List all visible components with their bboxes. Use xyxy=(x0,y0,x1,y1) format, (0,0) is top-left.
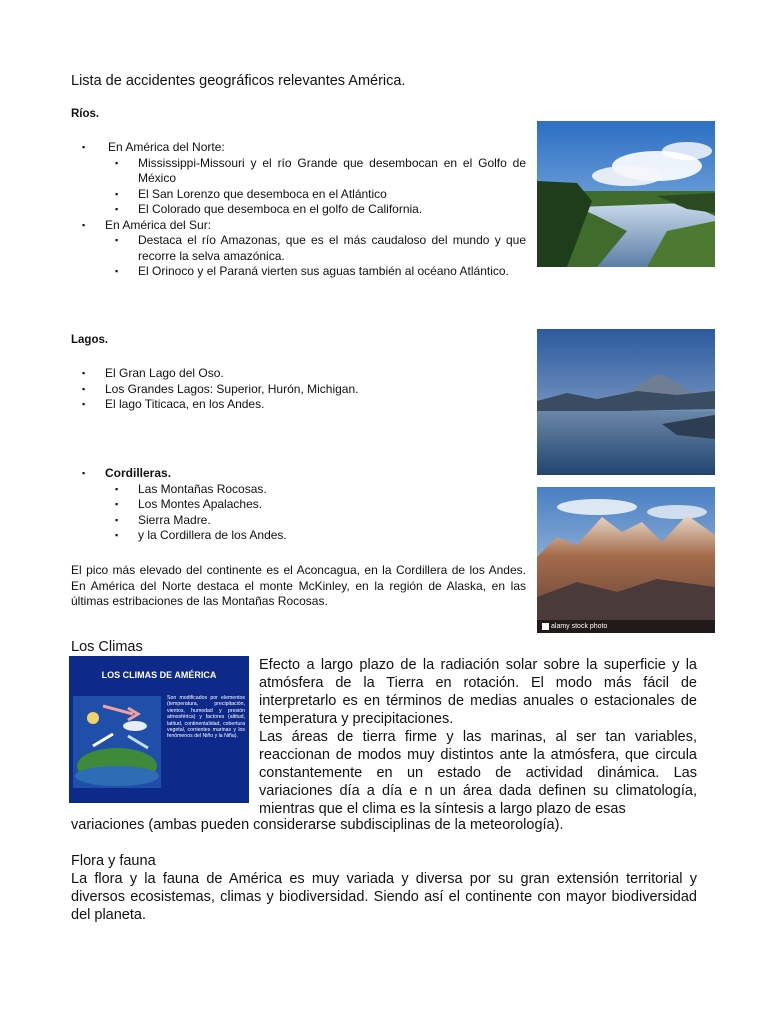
list-item: ▪ El Orinoco y el Paraná vierten sus aguas también al océano Atlántico. xyxy=(71,264,526,280)
cordilleras-paragraph: El pico más elevado del continente es el Aconcagua, en la Cordillera de los Andes. En América del Norte destaca el monte McKinley, en la región de Alaska, en las últimas estribaciones de las Montañas Rocosas. xyxy=(71,563,526,608)
climates-image xyxy=(69,656,249,803)
document-title: Lista de accidentes geográficos relevantes América. xyxy=(71,73,406,89)
climas-paragraph-1: Efecto a largo plazo de la radiación solar sobre la superficie y la atmósfera de la Tierra en rotación. El modo más fácil de interpretarlo es en términos de medias anuales o estacionales de temperatura y precipitaciones. xyxy=(259,657,697,727)
watermark-text: alamy stock photo xyxy=(551,623,608,630)
cordilleras-list xyxy=(71,466,526,544)
river-photo xyxy=(537,121,715,267)
list-item: ▪ El lago Titicaca, en los Andes. xyxy=(71,397,526,413)
climas-heading: Los Climas xyxy=(71,639,143,655)
watermark xyxy=(537,620,715,633)
flora-paragraph: La flora y la fauna de América es muy variada y diversa por su gran extensión territorial y diversos ecosistemas, climas y biodiversidad. Siendo así el continente con mayor biodiversidad del planeta. xyxy=(71,871,697,923)
flora-heading: Flora y fauna xyxy=(71,853,156,869)
list-item: ▪ El San Lorenzo que desemboca en el Atlántico xyxy=(71,187,526,203)
list-item: ▪ Mississippi-Missouri y el río Grande que desembocan en el Golfo de México xyxy=(71,156,526,187)
climates-image-text: Son modificados por elementos (temperatura, precipitación, vientos, humedad y presión atmosférica) y factores (altitud, latitud, continentalidad, cobertura vegetal, corrientes marinas y los fenómenos del Niño y la Niña). xyxy=(167,695,245,740)
cordilleras-heading: ▪ Cordilleras. xyxy=(71,466,526,482)
alamy-logo-icon xyxy=(542,623,549,630)
climate-diagram-icon xyxy=(73,696,161,788)
list-item: ▪ Sierra Madre. xyxy=(71,513,526,529)
lagos-list xyxy=(71,366,526,413)
list-item: ▪ Los Montes Apalaches. xyxy=(71,497,526,513)
mountain-photo xyxy=(537,487,715,633)
list-item: ▪ Las Montañas Rocosas. xyxy=(71,482,526,498)
climates-image-title: LOS CLIMAS DE AMÉRICA xyxy=(101,670,217,680)
lake-photo xyxy=(537,329,715,475)
rios-sur-label: ▪ En América del Sur: xyxy=(71,218,526,234)
list-item: ▪ Los Grandes Lagos: Superior, Hurón, Michigan. xyxy=(71,382,526,398)
list-item: ▪ y la Cordillera de los Andes. xyxy=(71,528,526,544)
rios-heading: Ríos. xyxy=(71,108,100,120)
list-item: ▪ El Colorado que desemboca en el golfo de California. xyxy=(71,202,526,218)
rios-sur-sublist xyxy=(71,233,526,280)
climas-paragraph-2: Las áreas de tierra firme y las marinas, al ser tan variables, reaccionan de modos muy distintos ante la atmósfera, que circula constantemente en un estado de actividad dinámica. Las variaciones día a día e n un área dada definen su climatología, mientras que el clima es la síntesis a largo plazo de esas xyxy=(259,729,697,817)
lagos-heading: Lagos. xyxy=(71,334,109,346)
list-item: ▪ Destaca el río Amazonas, que es el más caudaloso del mundo y que recorre la selva amazónica. xyxy=(71,233,526,264)
rios-list xyxy=(71,140,526,280)
climas-paragraph-tail: variaciones (ambas pueden considerarse subdisciplinas de la meteorología). xyxy=(71,817,564,833)
rios-norte-sublist xyxy=(71,156,526,218)
list-item: ▪ El Gran Lago del Oso. xyxy=(71,366,526,382)
climas-paragraph xyxy=(259,656,697,818)
rios-norte-label: ▪ En América del Norte: xyxy=(71,140,526,156)
